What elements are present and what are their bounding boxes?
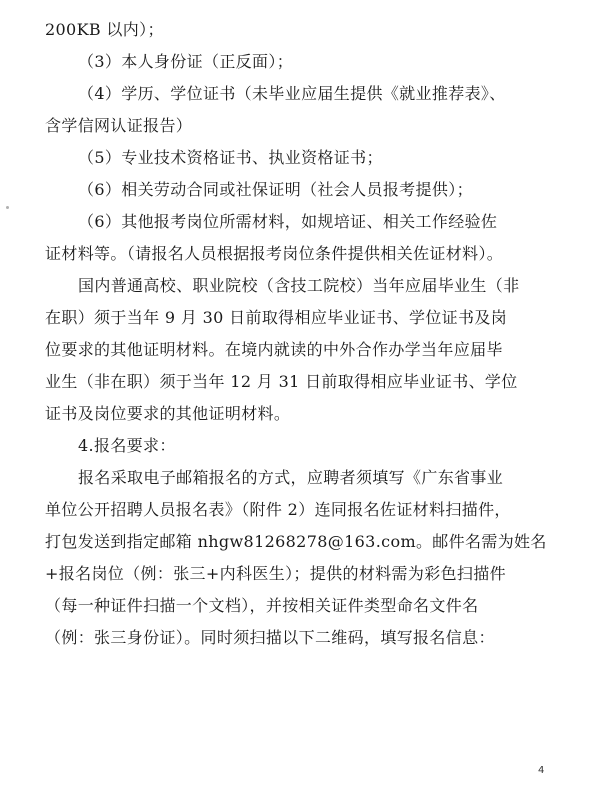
text-line: 业生（非在职）须于当年 12 月 31 日前取得相应毕业证书、学位: [45, 372, 518, 391]
text-line: 位要求的其他证明材料。在境内就读的中外合作办学当年应届毕: [45, 340, 503, 359]
text-line: 报名采取电子邮箱报名的方式，应聘者须填写《广东省事业: [78, 468, 504, 487]
text-line: （4）学历、学位证书（未毕业应届生提供《就业推荐表》、: [78, 84, 506, 103]
scan-dot: [6, 206, 9, 209]
text-line: 200KB 以内）；: [45, 20, 164, 39]
text-line: （6）相关劳动合同或社保证明（社会人员报考提供）；: [78, 180, 473, 199]
text-line: （3）本人身份证（正反面）；: [78, 52, 294, 71]
text-line: （5）专业技术资格证书、执业资格证书；: [78, 148, 383, 167]
text-line: 在职）须于当年 9 月 30 日前取得相应毕业证书、学位证书及岗: [45, 308, 508, 327]
text-line: （例：张三身份证）。同时须扫描以下二维码，填写报名信息：: [45, 628, 495, 647]
text-line: 国内普通高校、职业院校（含技工院校）当年应届毕业生（非: [78, 276, 520, 295]
text-line: 含学信网认证报告）: [45, 116, 193, 135]
text-line: 单位公开招聘人员报名表》（附件 2）连同报名佐证材料扫描件，: [45, 500, 511, 519]
text-line: +报名岗位（例：张三+内科医生）；提供的材料需为彩色扫描件: [45, 564, 506, 583]
text-line: 证材料等。（请报名人员根据报考岗位条件提供相关佐证材料）。: [45, 244, 504, 263]
text-line: （6）其他报考岗位所需材料，如规培证、相关工作经验佐: [78, 212, 498, 231]
page-number: 4: [538, 765, 545, 776]
text-line: （每一种证件扫描一个文档），并按相关证件类型命名文件名: [45, 596, 479, 615]
text-line: 证书及岗位要求的其他证明材料。: [45, 404, 291, 423]
section-heading: 4.报名要求：: [78, 436, 176, 455]
text-line: 打包发送到指定邮箱 nhgw81268278@163.com。邮件名需为姓名: [45, 532, 547, 551]
